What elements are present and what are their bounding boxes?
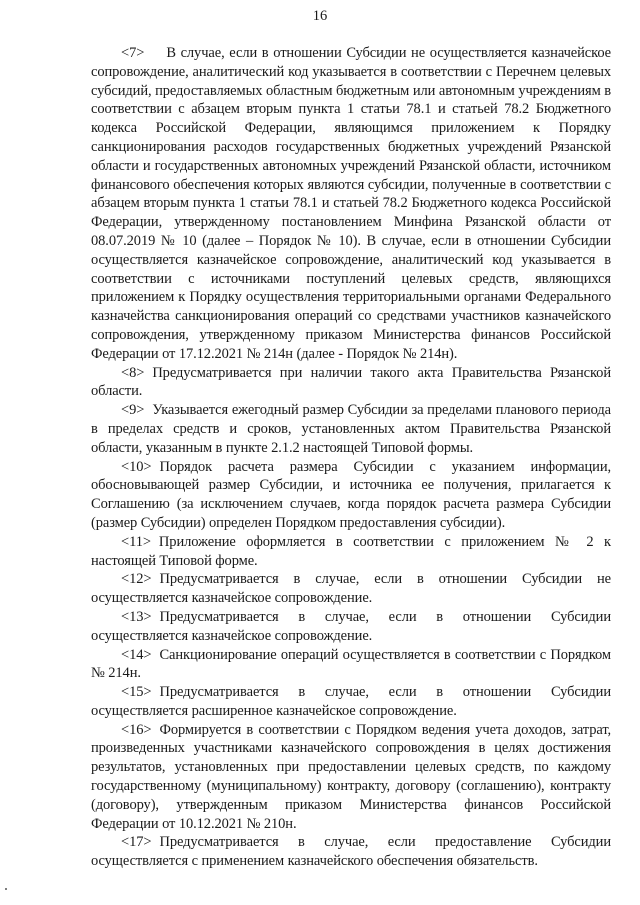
scan-speck <box>5 888 7 890</box>
footnote-9 <box>91 401 611 457</box>
footnote-text: Указывается ежегодный размер Субсидии за пределами планового периода в пределах средств и сроков, установленных актом Правительства Рязанской области, указанным в пункте 2.1.2 настоящей Типовой формы. <box>91 402 611 456</box>
footnote-text: Предусматривается в случае, если в отношении Субсидии не осуществляется казначейское сопровождение. <box>91 571 611 607</box>
footnote-text: Предусматривается при наличии такого акта Правительства Рязанской области. <box>91 364 611 400</box>
footnote-14 <box>91 646 611 684</box>
footnote-mark: <13> <box>121 608 152 625</box>
footnote-mark: <14> <box>121 646 152 663</box>
footnote-text: Приложение оформляется в соответствии с приложением № 2 к настоящей Типовой форме. <box>91 533 611 569</box>
footnote-mark: <7> <box>121 45 145 61</box>
footnote-mark: <12> <box>121 571 152 588</box>
footnote-12 <box>91 570 611 608</box>
footnote-text: Формируется в соответствии с Порядком ведения учета доходов, затрат, произведенных участниками казначейского сопровождения в целях достижения результатов, установленных при предоставлении целевых средств, по каждому государственному (муниципальному) контракту, договору (соглашению), контракту (договору), утвержденным приказом Министерства финансов Российской Федерации от 10.12.2021 № 210н. <box>91 721 611 832</box>
footnote-mark: <16> <box>121 721 152 738</box>
footnote-mark: <9> <box>121 402 145 419</box>
footnote-text: Санкционирование операций осуществляется в соответствии с Порядком № 214н. <box>91 646 611 682</box>
footnote-mark: <15> <box>121 684 152 701</box>
footnotes-section <box>91 44 611 871</box>
page-number: 16 <box>312 8 328 24</box>
footnote-text: Предусматривается в случае, если в отношении Субсидии осуществляется казначейское сопровождение. <box>91 608 611 644</box>
footnote-16 <box>91 721 611 834</box>
footnote-13 <box>91 608 611 646</box>
footnote-8 <box>91 364 611 402</box>
footnote-15 <box>91 683 611 721</box>
footnote-mark: <17> <box>121 834 152 851</box>
footnote-text: Предусматривается в случае, если в отношении Субсидии осуществляется расширенное казначейское сопровождение. <box>91 684 611 719</box>
footnote-mark: <11> <box>121 533 151 550</box>
footnote-17 <box>91 833 611 871</box>
footnote-text: Порядок расчета размера Субсидии с указанием информации, обосновывающей размер Субсидии, и источника ее получения, прилагается к Соглашению (за исключением случаев, когда порядок расчета размера Субсидии (размер Субсидии) определен Порядком предоставления субсидии). <box>91 458 611 531</box>
footnote-10 <box>91 458 611 533</box>
footnote-mark: <10> <box>121 458 152 475</box>
footnote-mark: <8> <box>121 364 145 381</box>
footnote-7 <box>91 44 611 364</box>
footnote-11 <box>91 533 611 571</box>
footnote-text: Предусматривается в случае, если предоставление Субсидии осуществляется с применением казначейского обеспечения обязательств. <box>91 834 611 870</box>
footnote-text: В случае, если в отношении Субсидии не осуществляется казначейское сопровождение, аналитический код указывается в соответствии с Перечнем целевых субсидий, предоставляемых областным бюджетным или автономным учреждениям в соответствии с абзацем вторым пункта 1 статьи 78.1 и статьей 78.2 Бюджетного кодекса Российской Федерации, являющимся приложением к Порядку санкционирования расходов государственных бюджетных учреждений Рязанской области и государственных автономных учреждений Рязанской области, источником финансового обеспечения которых являются субсидии, полученные в соответствии с абзацем вторым пункта 1 статьи 78.1 и статьей 78.2 Бюджетного кодекса Российской Федерации, утвержденному постановлением Минфина Рязанской области от 08.07.2019 № 10 (далее – Порядок № 10). В случае, если в отношении Субсидии осуществляется казначейское сопровождение, аналитический код указывается в соответствии с источниками поступлений целевых средств, являющихся приложением к Порядку осуществления территориальными органами Федерального казначейства санкционирования операций со средствами участников казначейского сопровождения, утвержденному приказом Министерства финансов Российской Федерации от 17.12.2021 № 214н (далее - Порядок № 214н). <box>91 45 611 362</box>
